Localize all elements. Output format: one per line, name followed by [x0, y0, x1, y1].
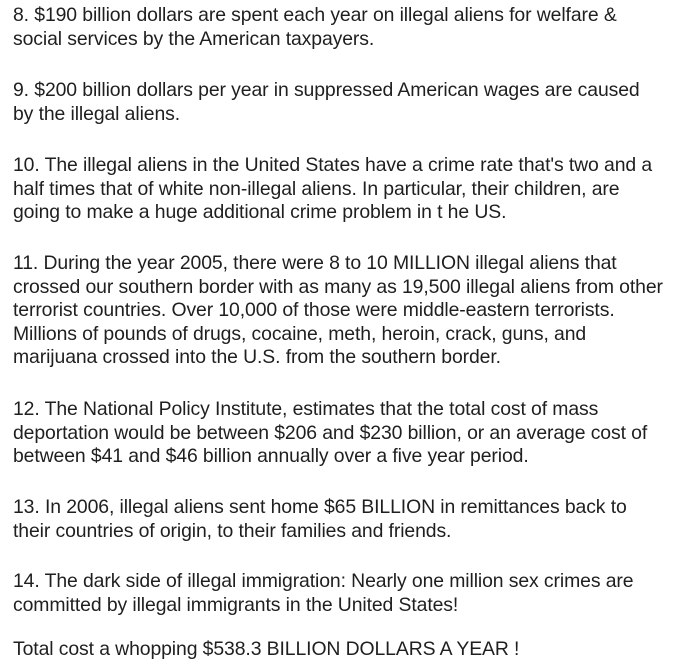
total-cost-line: Total cost a whopping $538.3 BILLION DOLLARS A YEAR ! [13, 638, 520, 660]
paragraph-item-8: 8. $190 billion dollars are spent each year on illegal aliens for welfare & social services by the American taxpayers. [13, 4, 617, 50]
paragraph-item-10: 10. The illegal aliens in the United States have a crime rate that's two and a half times that of white non-illegal aliens. In particular, their children, are going to make a huge additional crime problem in t he US. [13, 154, 653, 223]
paragraph-item-11: 11. During the year 2005, there were 8 to 10 MILLION illegal aliens that crossed our southern border with as many as 19,500 illegal aliens from other terrorist countries. Over 10,000 of those were middle-eastern terrorists. Millions of pounds of drugs, cocaine, meth, heroin, crack, guns, and marijuana crossed into the U.S. from the southern border. [13, 252, 663, 368]
paragraph-item-13: 13. In 2006, illegal aliens sent home $65 BILLION in remittances back to their countries of origin, to their families and friends. [13, 496, 627, 542]
paragraph-item-12: 12. The National Policy Institute, estimates that the total cost of mass deportation would be between $206 and $230 billion, or an average cost of between $41 and $46 billion annually over a five year period. [13, 398, 648, 467]
paragraph-item-9: 9. $200 billion dollars per year in suppressed American wages are caused by the illegal aliens. [13, 79, 640, 125]
paragraph-item-14: 14. The dark side of illegal immigration: Nearly one million sex crimes are committed by illegal immigrants in the United States! [13, 570, 634, 616]
